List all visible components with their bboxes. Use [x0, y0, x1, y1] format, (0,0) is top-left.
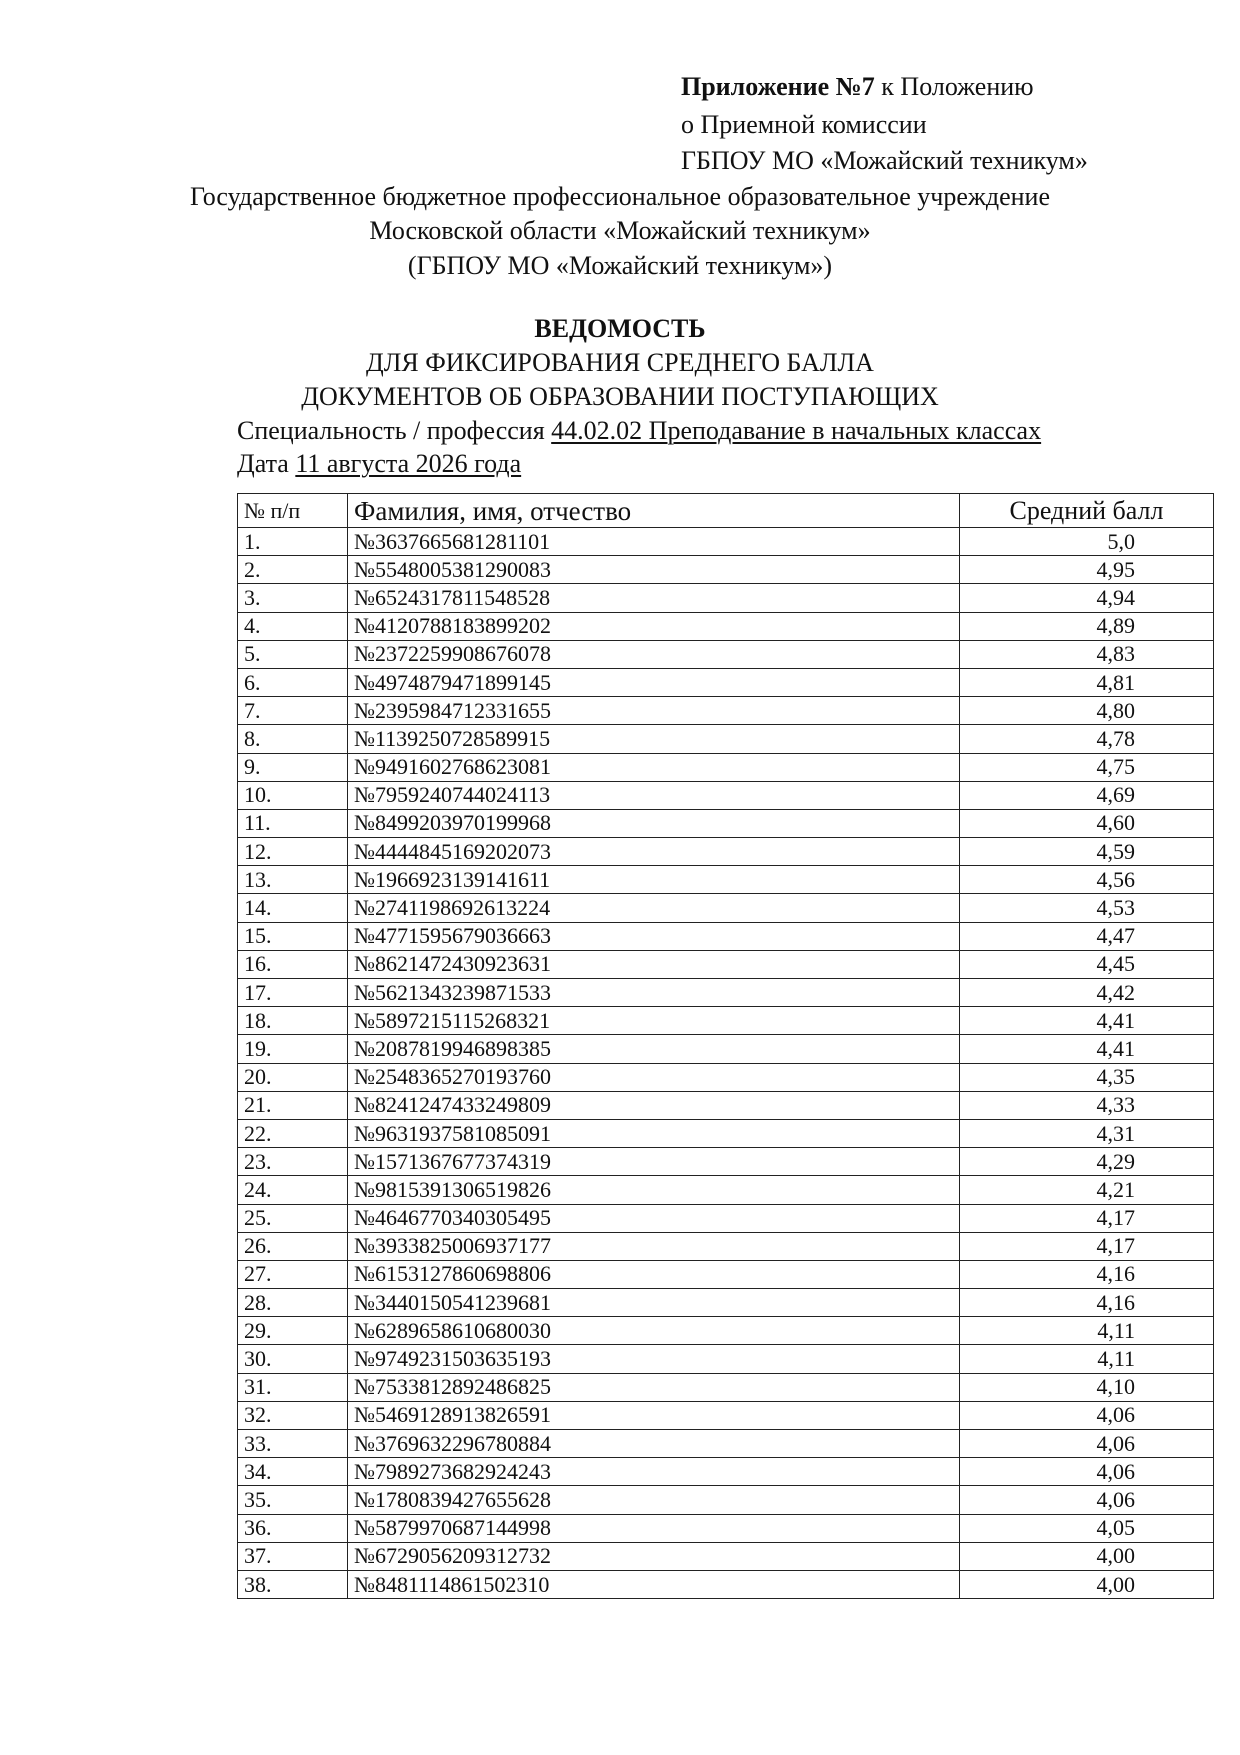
- specialty-value: 44.02.02 Преподавание в начальных классах: [551, 416, 1042, 445]
- row-applicant-id: №2548365270193760: [348, 1063, 960, 1091]
- row-applicant-id: №2372259908676078: [348, 640, 960, 668]
- row-average-score: 5,0: [960, 528, 1214, 556]
- row-applicant-id: №1571367677374319: [348, 1148, 960, 1176]
- institution-line-2: Московской области «Можайский техникум»: [369, 216, 871, 245]
- row-average-score: 4,35: [960, 1063, 1214, 1091]
- table-row: [238, 725, 1214, 753]
- appendix-number: Приложение №7: [681, 72, 875, 101]
- row-applicant-id: №2087819946898385: [348, 1035, 960, 1063]
- table-body: [238, 528, 1214, 1599]
- row-applicant-id: №6729056209312732: [348, 1542, 960, 1570]
- table-row: [238, 1345, 1214, 1373]
- table-row: [238, 1035, 1214, 1063]
- row-average-score: 4,06: [960, 1486, 1214, 1514]
- row-average-score: 4,45: [960, 950, 1214, 978]
- table-row: [238, 781, 1214, 809]
- row-applicant-id: №1780839427655628: [348, 1486, 960, 1514]
- header-average-score: Средний балл: [960, 494, 1214, 528]
- row-number: 7.: [238, 697, 348, 725]
- appendix-line-3: ГБПОУ МО «Можайский техникум»: [681, 146, 1088, 175]
- row-number: 38.: [238, 1570, 348, 1598]
- row-applicant-id: №7959240744024113: [348, 781, 960, 809]
- row-number: 34.: [238, 1458, 348, 1486]
- table-row: [238, 668, 1214, 696]
- row-applicant-id: №4974879471899145: [348, 668, 960, 696]
- row-applicant-id: №3769632296780884: [348, 1430, 960, 1458]
- row-average-score: 4,94: [960, 584, 1214, 612]
- table-row: [238, 753, 1214, 781]
- table-row: [238, 1289, 1214, 1317]
- row-number: 20.: [238, 1063, 348, 1091]
- row-number: 1.: [238, 528, 348, 556]
- table-row: [238, 1091, 1214, 1119]
- table-row: [238, 1458, 1214, 1486]
- row-applicant-id: №9491602768623081: [348, 753, 960, 781]
- row-applicant-id: №6153127860698806: [348, 1260, 960, 1288]
- appendix-line-1: [681, 72, 1034, 102]
- document-subtitle-2: ДОКУМЕНТОВ ОБ ОБРАЗОВАНИИ ПОСТУПАЮЩИХ: [301, 382, 939, 411]
- row-applicant-id: №5879970687144998: [348, 1514, 960, 1542]
- row-average-score: 4,29: [960, 1148, 1214, 1176]
- row-average-score: 4,17: [960, 1232, 1214, 1260]
- row-average-score: 4,78: [960, 725, 1214, 753]
- table-row: [238, 1260, 1214, 1288]
- table-row: [238, 1514, 1214, 1542]
- row-average-score: 4,16: [960, 1260, 1214, 1288]
- row-applicant-id: №5621343239871533: [348, 979, 960, 1007]
- row-applicant-id: №2741198692613224: [348, 894, 960, 922]
- row-average-score: 4,11: [960, 1317, 1214, 1345]
- row-applicant-id: №8241247433249809: [348, 1091, 960, 1119]
- row-applicant-id: №9631937581085091: [348, 1119, 960, 1147]
- row-average-score: 4,00: [960, 1542, 1214, 1570]
- row-average-score: 4,59: [960, 838, 1214, 866]
- row-number: 35.: [238, 1486, 348, 1514]
- row-average-score: 4,10: [960, 1373, 1214, 1401]
- table-row: [238, 612, 1214, 640]
- row-applicant-id: №1139250728589915: [348, 725, 960, 753]
- row-applicant-id: №7533812892486825: [348, 1373, 960, 1401]
- row-number: 2.: [238, 556, 348, 584]
- appendix-line-2: о Приемной комиссии: [681, 110, 927, 139]
- row-average-score: 4,83: [960, 640, 1214, 668]
- row-average-score: 4,75: [960, 753, 1214, 781]
- row-applicant-id: №6289658610680030: [348, 1317, 960, 1345]
- row-applicant-id: №5548005381290083: [348, 556, 960, 584]
- row-applicant-id: №5469128913826591: [348, 1401, 960, 1429]
- row-average-score: 4,53: [960, 894, 1214, 922]
- row-number: 32.: [238, 1401, 348, 1429]
- row-average-score: 4,21: [960, 1176, 1214, 1204]
- table-row: [238, 584, 1214, 612]
- row-number: 15.: [238, 922, 348, 950]
- row-average-score: 4,05: [960, 1514, 1214, 1542]
- row-average-score: 4,47: [960, 922, 1214, 950]
- row-number: 6.: [238, 668, 348, 696]
- table-row: [238, 1007, 1214, 1035]
- row-average-score: 4,80: [960, 697, 1214, 725]
- table-row: [238, 1401, 1214, 1429]
- row-number: 31.: [238, 1373, 348, 1401]
- institution-line-1: Государственное бюджетное профессиональное образовательное учреждение: [190, 182, 1050, 211]
- row-average-score: 4,41: [960, 1007, 1214, 1035]
- row-number: 11.: [238, 809, 348, 837]
- row-applicant-id: №3440150541239681: [348, 1289, 960, 1317]
- row-applicant-id: №2395984712331655: [348, 697, 960, 725]
- row-applicant-id: №5897215115268321: [348, 1007, 960, 1035]
- row-average-score: 4,06: [960, 1430, 1214, 1458]
- row-number: 16.: [238, 950, 348, 978]
- row-number: 9.: [238, 753, 348, 781]
- table-row: [238, 1317, 1214, 1345]
- row-number: 37.: [238, 1542, 348, 1570]
- row-average-score: 4,81: [960, 668, 1214, 696]
- row-applicant-id: №4120788183899202: [348, 612, 960, 640]
- row-number: 13.: [238, 866, 348, 894]
- row-average-score: 4,16: [960, 1289, 1214, 1317]
- row-number: 23.: [238, 1148, 348, 1176]
- row-applicant-id: №8481114861502310: [348, 1570, 960, 1598]
- row-number: 5.: [238, 640, 348, 668]
- row-number: 36.: [238, 1514, 348, 1542]
- table-row: [238, 1119, 1214, 1147]
- table-row: [238, 528, 1214, 556]
- row-applicant-id: №9749231503635193: [348, 1345, 960, 1373]
- date-line: [237, 449, 521, 479]
- row-number: 10.: [238, 781, 348, 809]
- row-number: 4.: [238, 612, 348, 640]
- row-number: 30.: [238, 1345, 348, 1373]
- table-row: [238, 809, 1214, 837]
- row-average-score: 4,89: [960, 612, 1214, 640]
- table-row: [238, 838, 1214, 866]
- row-average-score: 4,17: [960, 1204, 1214, 1232]
- row-number: 14.: [238, 894, 348, 922]
- table-row: [238, 697, 1214, 725]
- row-applicant-id: №8621472430923631: [348, 950, 960, 978]
- row-average-score: 4,33: [960, 1091, 1214, 1119]
- row-applicant-id: №6524317811548528: [348, 584, 960, 612]
- row-average-score: 4,42: [960, 979, 1214, 1007]
- row-average-score: 4,11: [960, 1345, 1214, 1373]
- table-row: [238, 894, 1214, 922]
- table-row: [238, 1232, 1214, 1260]
- row-applicant-id: №3637665681281101: [348, 528, 960, 556]
- row-average-score: 4,31: [960, 1119, 1214, 1147]
- row-number: 22.: [238, 1119, 348, 1147]
- row-average-score: 4,60: [960, 809, 1214, 837]
- table-header-row: [238, 494, 1214, 528]
- table-row: [238, 1570, 1214, 1598]
- row-average-score: 4,56: [960, 866, 1214, 894]
- specialty-line: [237, 416, 1041, 446]
- table-row: [238, 866, 1214, 894]
- row-number: 28.: [238, 1289, 348, 1317]
- row-average-score: 4,06: [960, 1458, 1214, 1486]
- row-number: 12.: [238, 838, 348, 866]
- table-row: [238, 640, 1214, 668]
- row-number: 21.: [238, 1091, 348, 1119]
- row-number: 25.: [238, 1204, 348, 1232]
- row-applicant-id: №3933825006937177: [348, 1232, 960, 1260]
- header-full-name: Фамилия, имя, отчество: [348, 494, 960, 528]
- document-subtitle-1: ДЛЯ ФИКСИРОВАНИЯ СРЕДНЕГО БАЛЛА: [366, 348, 874, 377]
- row-applicant-id: №4646770340305495: [348, 1204, 960, 1232]
- date-label: Дата: [237, 449, 296, 478]
- row-number: 8.: [238, 725, 348, 753]
- row-applicant-id: №8499203970199968: [348, 809, 960, 837]
- row-number: 29.: [238, 1317, 348, 1345]
- row-number: 19.: [238, 1035, 348, 1063]
- table-row: [238, 1176, 1214, 1204]
- date-value: 11 августа 2026 года: [295, 449, 522, 478]
- table-row: [238, 1063, 1214, 1091]
- row-applicant-id: №7989273682924243: [348, 1458, 960, 1486]
- appendix-ref: к Положению: [874, 72, 1034, 101]
- institution-line-3: (ГБПОУ МО «Можайский техникум»): [407, 251, 833, 280]
- table-row: [238, 979, 1214, 1007]
- row-number: 27.: [238, 1260, 348, 1288]
- row-number: 24.: [238, 1176, 348, 1204]
- table-row: [238, 922, 1214, 950]
- row-number: 18.: [238, 1007, 348, 1035]
- row-average-score: 4,69: [960, 781, 1214, 809]
- table-row: [238, 1542, 1214, 1570]
- row-average-score: 4,06: [960, 1401, 1214, 1429]
- row-applicant-id: №1966923139141611: [348, 866, 960, 894]
- row-average-score: 4,95: [960, 556, 1214, 584]
- row-applicant-id: №9815391306519826: [348, 1176, 960, 1204]
- header-number: № п/п: [238, 494, 348, 528]
- table-row: [238, 1430, 1214, 1458]
- table-row: [238, 1148, 1214, 1176]
- specialty-label: Специальность / профессия: [237, 416, 552, 445]
- row-applicant-id: №4771595679036663: [348, 922, 960, 950]
- table-row: [238, 1373, 1214, 1401]
- row-average-score: 4,00: [960, 1570, 1214, 1598]
- row-number: 3.: [238, 584, 348, 612]
- grades-table: [237, 493, 1214, 1599]
- row-applicant-id: №4444845169202073: [348, 838, 960, 866]
- row-number: 17.: [238, 979, 348, 1007]
- table-row: [238, 950, 1214, 978]
- table-row: [238, 1486, 1214, 1514]
- row-number: 26.: [238, 1232, 348, 1260]
- table-row: [238, 556, 1214, 584]
- row-number: 33.: [238, 1430, 348, 1458]
- document-title: ВЕДОМОСТЬ: [534, 314, 706, 343]
- row-average-score: 4,41: [960, 1035, 1214, 1063]
- table-row: [238, 1204, 1214, 1232]
